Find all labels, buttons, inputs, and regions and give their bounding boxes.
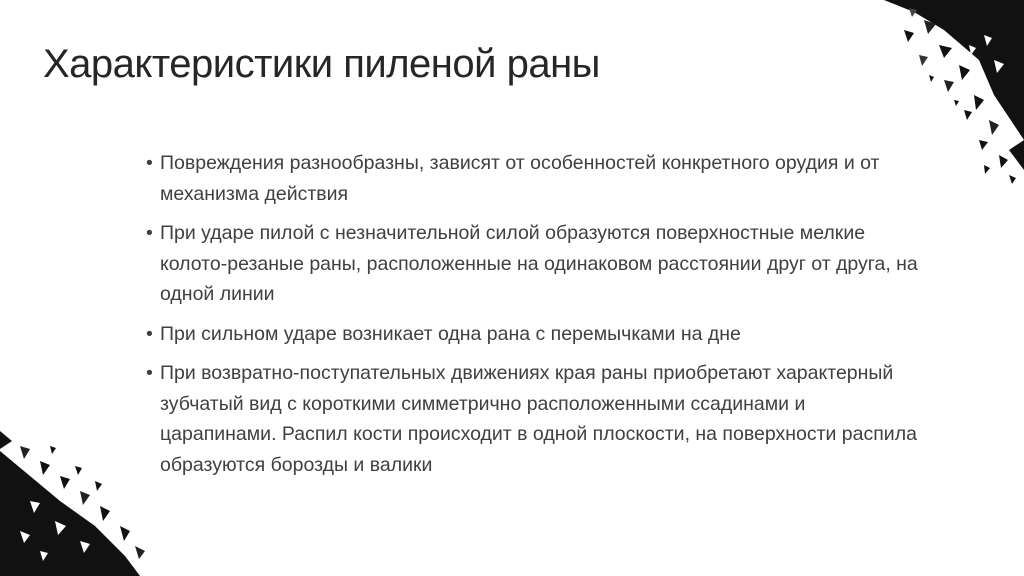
bullet-item xyxy=(146,218,926,310)
bullet-glyph: • xyxy=(146,222,153,244)
bullet-item xyxy=(146,358,926,480)
shattered-glass-decoration-bottom-left xyxy=(0,431,150,576)
bullet-glyph: • xyxy=(146,322,153,345)
bullet-text: При сильном ударе возникает одна рана с перемычками на дне xyxy=(160,322,741,345)
slide-title: Характеристики пиленой раны xyxy=(43,42,600,86)
bullet-text: При возвратно-поступательных движениях края раны приобретают характерный зубчатый вид с короткими симметрично расположенными ссадинами и царапинами. Распил кости происходит в одной плоскости, на поверхности распила образуются борозды и валики xyxy=(160,362,917,476)
bullet-glyph: • xyxy=(146,152,153,174)
bullet-text: При ударе пилой с незначительной силой образуются поверхностные мелкие колото-резаные раны, расположенные на одинаковом расстоянии друг от друга, на одной линии xyxy=(160,222,918,305)
bullet-item xyxy=(146,148,926,209)
bullet-list xyxy=(146,148,926,489)
bullet-item xyxy=(146,319,926,350)
bullet-glyph: • xyxy=(146,362,153,384)
bullet-text: Повреждения разнообразны, зависят от особенностей конкретного орудия и от механизма действия xyxy=(160,152,880,205)
